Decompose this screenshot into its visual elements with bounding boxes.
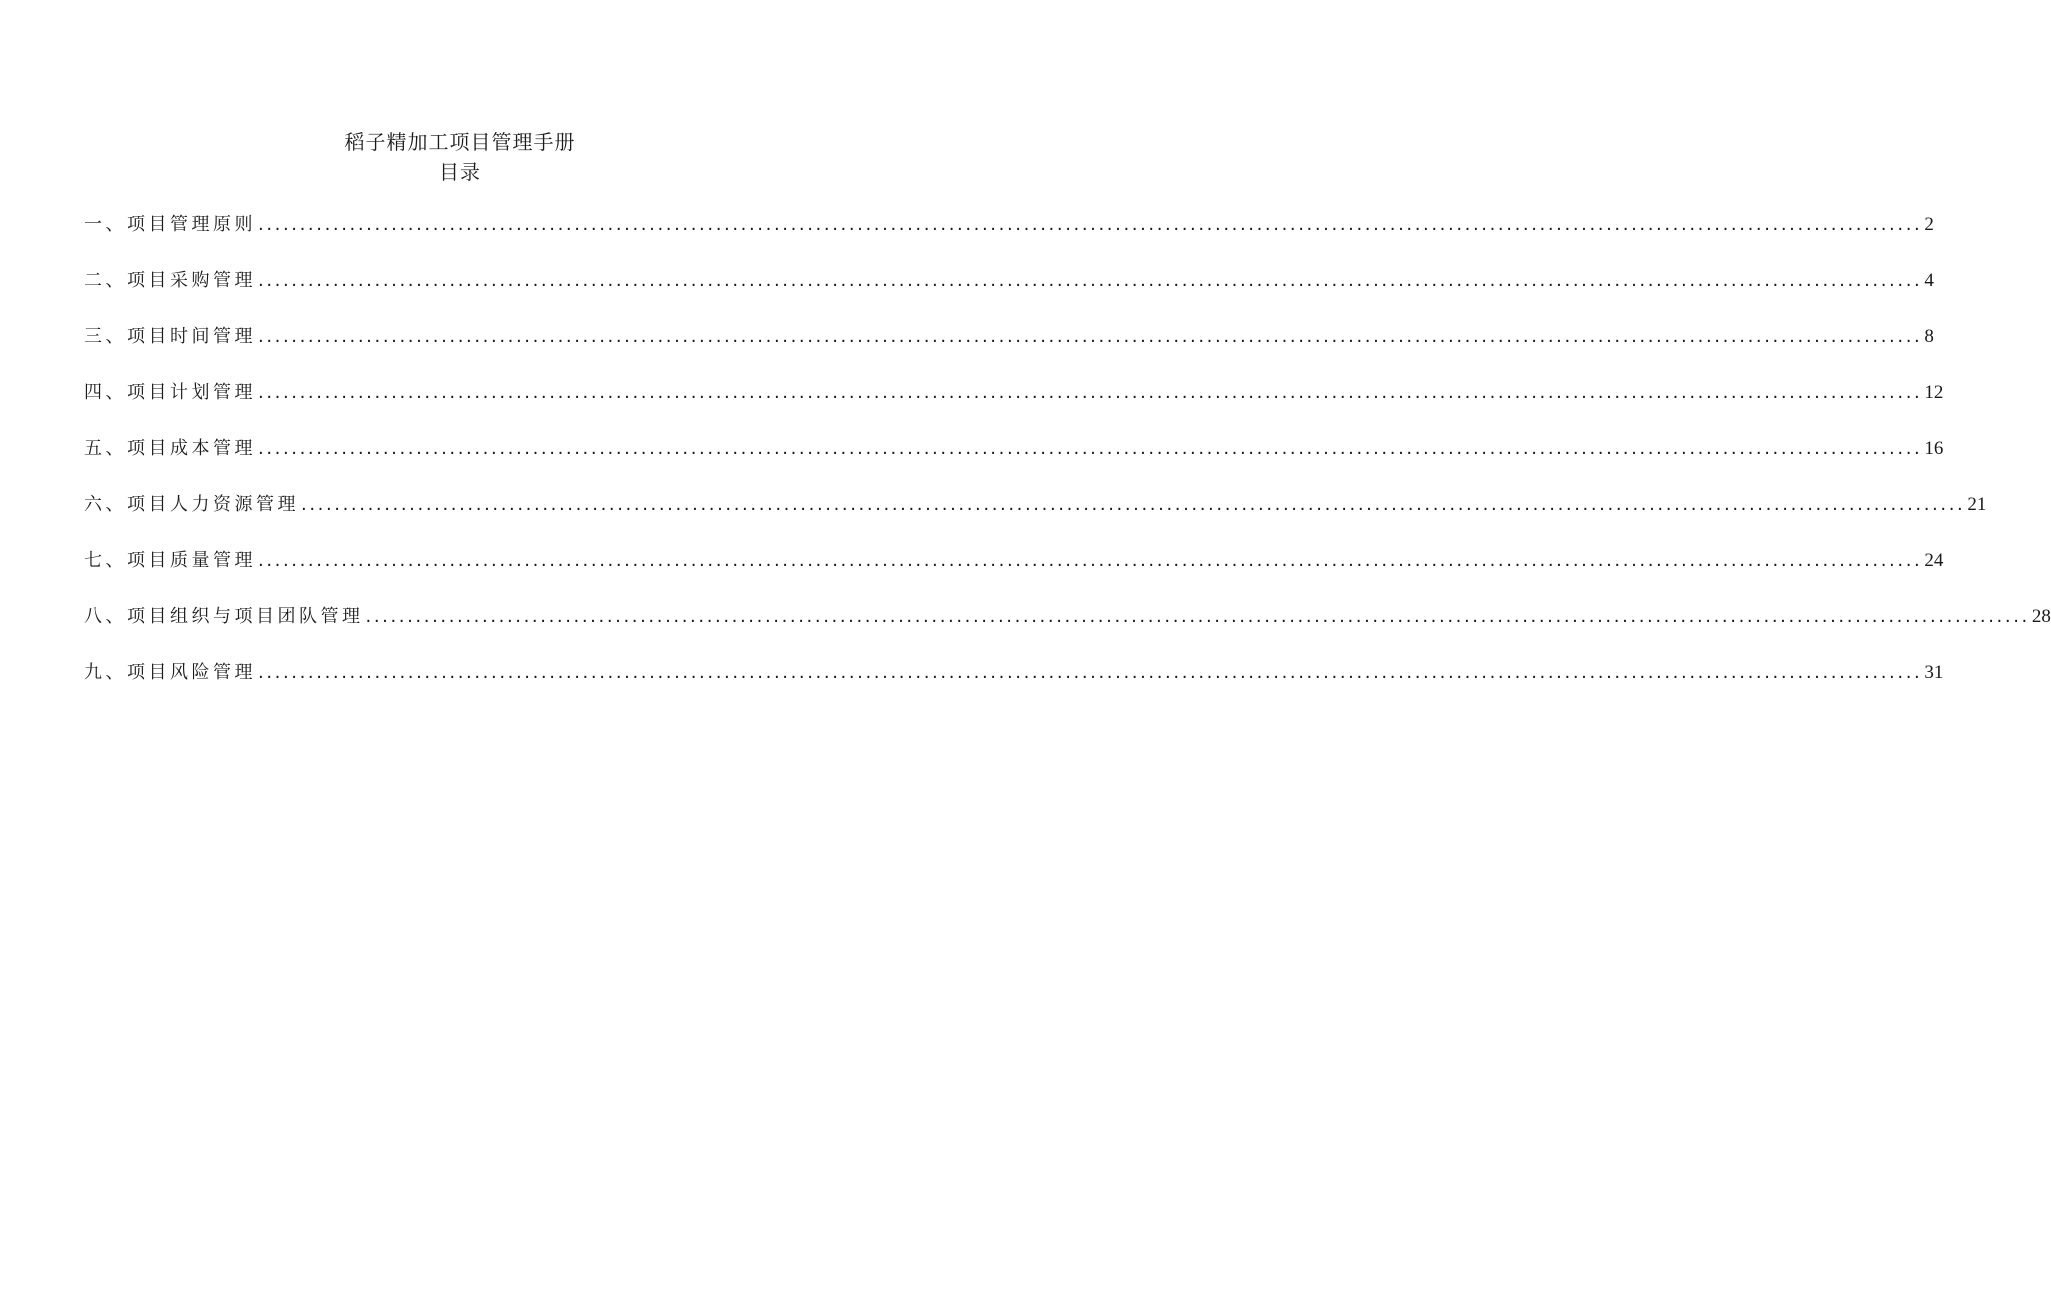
toc-entry-label: 一、项目管理原则	[84, 214, 256, 235]
toc-leader-dots: ........................................................................................................................................................................................................	[258, 326, 1923, 347]
toc-leader-dots: ........................................................................................................................................................................................................	[258, 550, 1923, 571]
toc-entry-label: 六、项目人力资源管理	[84, 494, 299, 515]
toc-leader-dots: ........................................................................................................................................................................................................	[258, 662, 1923, 683]
toc-entry[interactable]	[84, 210, 1934, 266]
toc-entry-page: 8	[1924, 326, 1934, 347]
table-of-contents	[84, 210, 2051, 714]
toc-entry[interactable]	[84, 322, 1934, 378]
document-title: 稻子精加工项目管理手册	[344, 130, 576, 154]
toc-entry-page: 12	[1924, 382, 1944, 403]
toc-entry-page: 28	[2031, 606, 2051, 627]
toc-entry-label: 四、项目计划管理	[84, 382, 256, 403]
toc-leader-dots: ........................................................................................................................................................................................................	[258, 270, 1923, 291]
toc-entry-label: 七、项目质量管理	[84, 550, 256, 571]
toc-leader-dots: ........................................................................................................................................................................................................	[258, 214, 1923, 235]
toc-leader-dots: ........................................................................................................................................................................................................	[365, 606, 2030, 627]
toc-entry-label: 九、项目风险管理	[84, 662, 256, 683]
toc-leader-dots: ........................................................................................................................................................................................................	[258, 382, 1923, 403]
toc-entry[interactable]	[84, 490, 1987, 546]
toc-entry[interactable]	[84, 546, 1944, 602]
toc-entry[interactable]	[84, 602, 2051, 658]
toc-entry-page: 2	[1924, 214, 1934, 235]
toc-entry-label: 三、项目时间管理	[84, 326, 256, 347]
toc-leader-dots: ........................................................................................................................................................................................................	[258, 438, 1923, 459]
toc-entry-page: 16	[1924, 438, 1944, 459]
toc-entry-page: 31	[1924, 662, 1944, 683]
toc-entry[interactable]	[84, 266, 1934, 322]
toc-leader-dots: ........................................................................................................................................................................................................	[301, 494, 1966, 515]
toc-entry-page: 24	[1924, 550, 1944, 571]
toc-heading: 目录	[439, 160, 481, 184]
toc-entry-page: 4	[1924, 270, 1934, 291]
toc-entry-page: 21	[1967, 494, 1987, 515]
toc-entry[interactable]	[84, 434, 1944, 490]
toc-entry-label: 五、项目成本管理	[84, 438, 256, 459]
toc-entry[interactable]	[84, 658, 1944, 714]
toc-entry[interactable]	[84, 378, 1944, 434]
toc-entry-label: 八、项目组织与项目团队管理	[84, 606, 364, 627]
toc-entry-label: 二、项目采购管理	[84, 270, 256, 291]
